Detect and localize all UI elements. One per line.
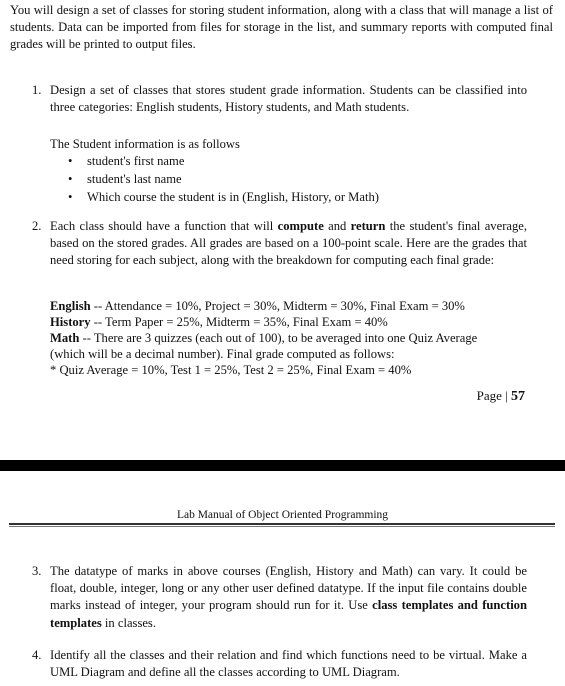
- english-line: English -- Attendance = 10%, Project = 30%, Midterm = 30%, Final Exam = 30%: [50, 299, 465, 313]
- student-info-list: [68, 153, 379, 207]
- page-divider: [0, 460, 565, 471]
- templates-keyword: class templates and function templates: [50, 598, 527, 630]
- grade-breakdown: [50, 298, 525, 378]
- student-info-title: The Student information is as follows: [50, 137, 240, 151]
- manual-title: Lab Manual of Object Oriented Programming: [176, 509, 389, 521]
- list-item: • Which course the student is in (English, History, or Math): [68, 189, 379, 207]
- math-line-2: (which will be a decimal number). Final grade computed as follows:: [50, 347, 395, 361]
- item-number: 3.: [32, 564, 42, 578]
- item-number: 4.: [32, 648, 42, 662]
- header-rule: [9, 523, 555, 525]
- math-line-3: * Quiz Average = 10%, Test 1 = 25%, Test 2 = 25%, Final Exam = 40%: [50, 363, 412, 377]
- list-item: • student's last name: [68, 171, 379, 189]
- history-line: History -- Term Paper = 25%, Midterm = 35%, Final Exam = 40%: [50, 315, 388, 329]
- page-number: Page | 57: [476, 388, 525, 404]
- item-text: Design a set of classes that stores student grade information. Students can be classified into three categories: English students, History students, and Math students.: [50, 83, 527, 115]
- item-number: 2.: [32, 219, 42, 233]
- list-item: • student's first name: [68, 153, 379, 171]
- item-text: Identify all the classes and their relation and find which functions need to be virtual. Make a UML Diagram and define all the classes according to UML Diagram.: [50, 648, 527, 680]
- return-keyword: return: [350, 219, 386, 233]
- list-item-4: [32, 647, 527, 681]
- list-item-2: [32, 218, 527, 270]
- list-item-1: [32, 82, 527, 116]
- header-rule-thin: [9, 526, 555, 527]
- intro-paragraph: You will design a set of classes for storing student information, along with a class that will manage a list of students. Data can be imported from files for storage in the list, and summary reports with computed final grades will be printed to output files.: [10, 3, 553, 52]
- item-text: Each class should have a function that will compute and return the student's final average, based on the stored grades. All grades are based on a 100-point scale. Here are the grades that need storing for each subject, along with the breakdown for computing each final grade:: [50, 219, 528, 268]
- list-item-3: [32, 563, 527, 632]
- item-text: The datatype of marks in above courses (English, History and Math) can vary. It could be float, double, integer, long or any other user defined datatype. If the input file contains double marks instead of integer, your program should run for it. Use class templates and function templates in classes.: [50, 564, 527, 630]
- math-line: Math -- There are 3 quizzes (each out of 100), to be averaged into one Quiz Average: [50, 331, 478, 345]
- compute-keyword: compute: [277, 219, 324, 233]
- item-number: 1.: [32, 83, 42, 97]
